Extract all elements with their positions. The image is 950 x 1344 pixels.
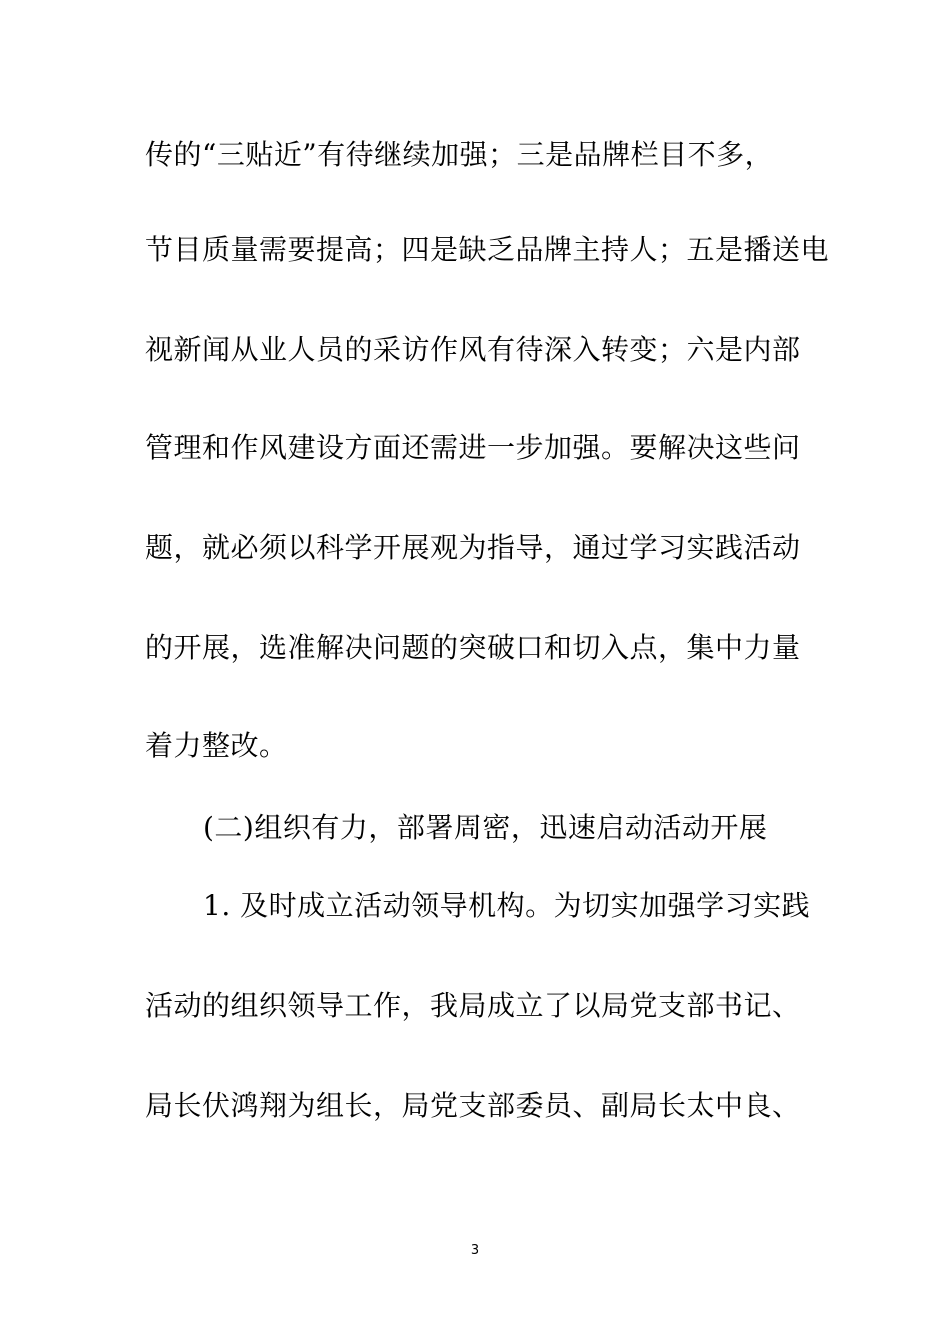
section-heading: (二)组织有力，部署周密，迅速启动活动开展 — [203, 811, 768, 844]
page-number: 3 — [470, 1243, 480, 1258]
text-line-10: 活动的组织领导工作，我局成立了以局党支部书记、 — [145, 989, 801, 1022]
text-line-3: 视新闻从业人员的采访作风有待深入转变；六是内部 — [145, 333, 801, 366]
text-line-2: 节目质量需要提高；四是缺乏品牌主持人；五是播送电 — [145, 233, 830, 266]
text-line-4: 管理和作风建设方面还需进一步加强。要解决这些问 — [145, 431, 801, 464]
text-line-1: 传的“三贴近”有待继续加强；三是品牌栏目不多， — [145, 138, 774, 171]
text-line-5: 题，就必须以科学开展观为指导，通过学习实践活动 — [145, 531, 801, 564]
text-line-11: 局长伏鸿翔为组长，局党支部委员、副局长太中良、 — [145, 1089, 801, 1122]
text-line-9: 1. 及时成立活动领导机构。为切实加强学习实践 — [203, 889, 811, 922]
text-line-6: 的开展，选准解决问题的突破口和切入点，集中力量 — [145, 631, 801, 664]
text-line-7: 着力整改。 — [145, 729, 288, 762]
